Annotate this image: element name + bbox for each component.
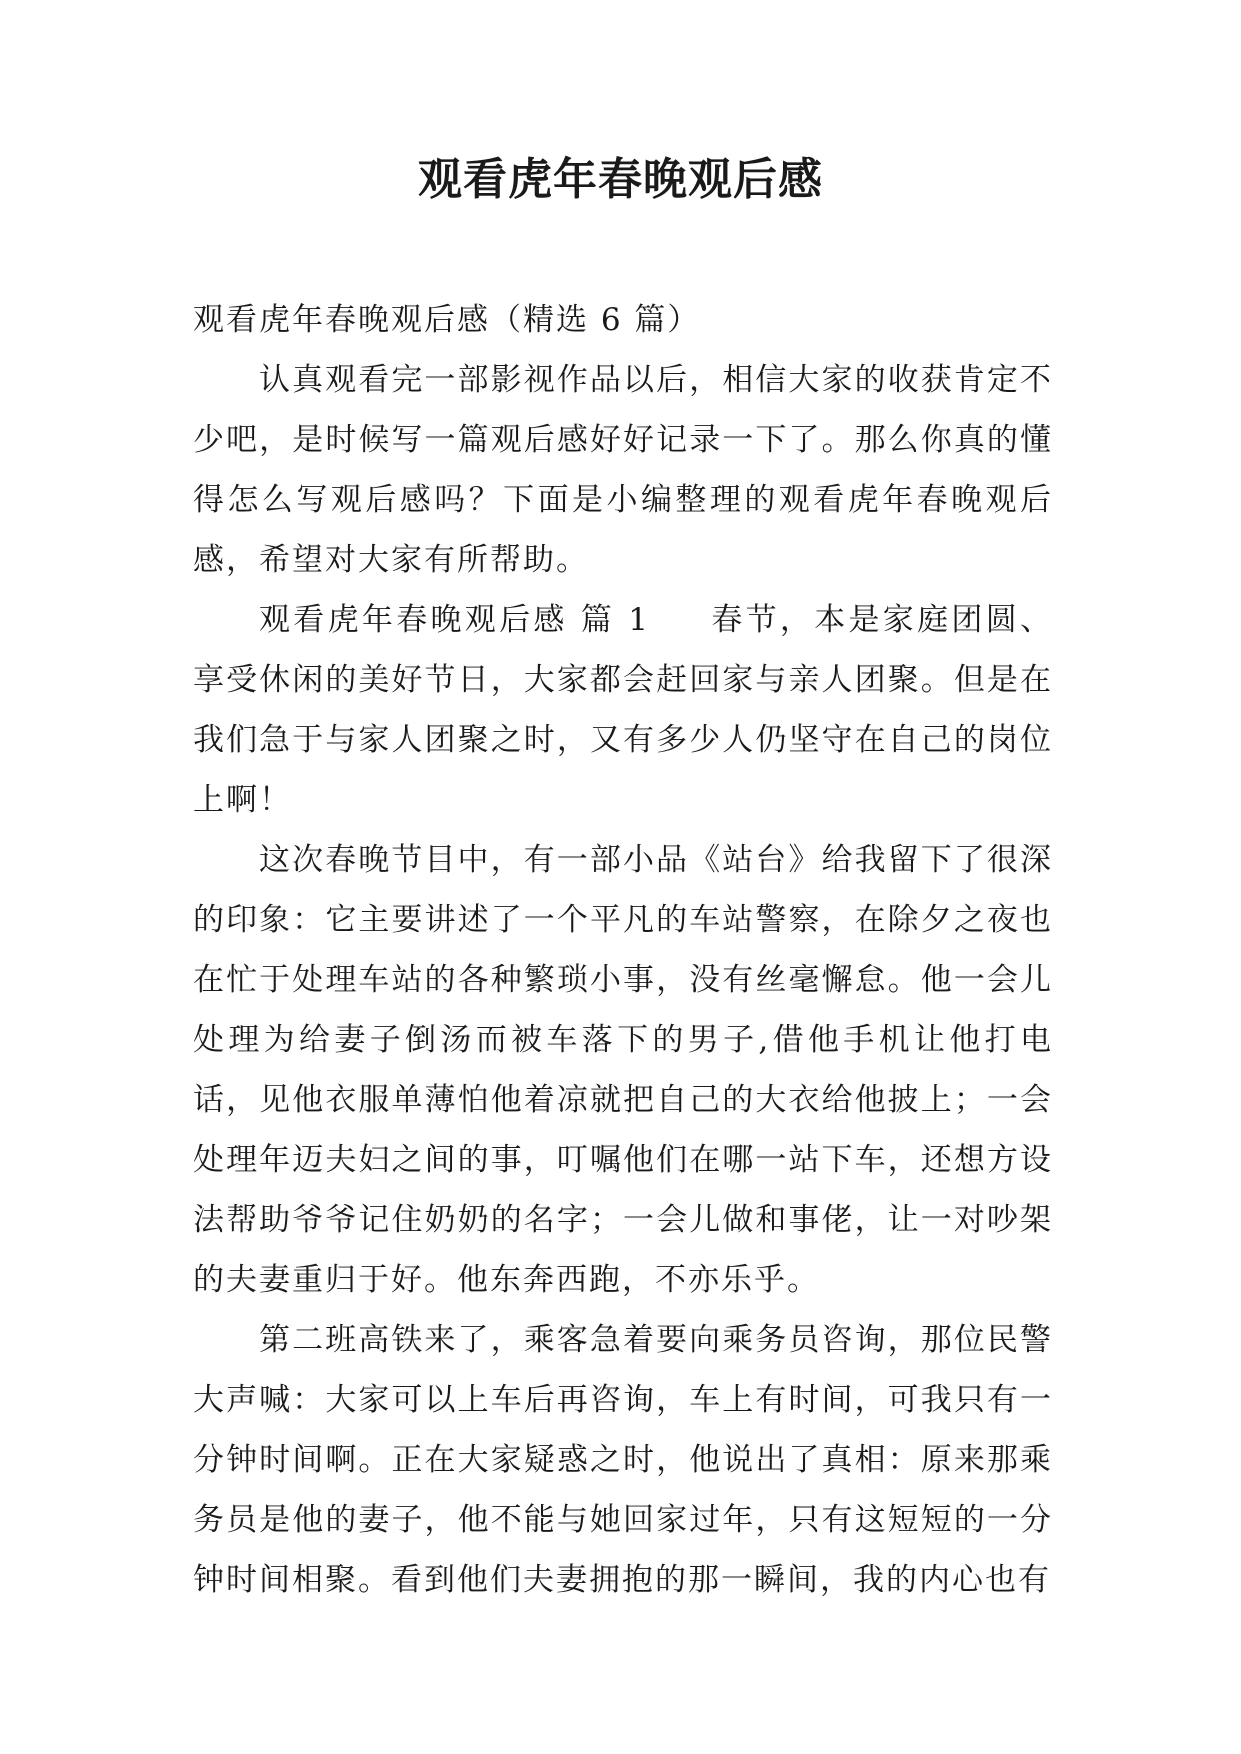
body-paragraph: 第二班高铁来了，乘客急着要向乘务员咨询，那位民警大声喊：大家可以上车后再咨询，车上有时间，可我只有一分钟时间啊。正在大家疑惑之时，他说出了真相：原来那乘务员是他的妻子，他不能与她回家过年，只有这短短的一分钟时间相聚。看到他们夫妻拥抱的那一瞬间，我的内心也有 xyxy=(193,1322,1053,1598)
section-1-paragraph xyxy=(193,590,1053,830)
document-body xyxy=(193,290,1053,1610)
document-subtitle: 观看虎年春晚观后感（精选 6 篇） xyxy=(193,302,701,338)
section-1-first-paragraph: 春节，本是家庭团圆、享受休闲的美好节日，大家都会赶回家与亲人团聚。但是在我们急于与家人团聚之时，又有多少人仍坚守在自己的岗位上啊！ xyxy=(193,602,1053,818)
section-1-heading: 观看虎年春晚观后感 篇 1 xyxy=(259,602,651,638)
document-title: 观看虎年春晚观后感 xyxy=(418,154,823,205)
body-paragraph: 这次春晚节目中，有一部小品《站台》给我留下了很深的印象：它主要讲述了一个平凡的车站警察，在除夕之夜也在忙于处理车站的各种繁琐小事，没有丝毫懈怠。他一会儿处理为给妻子倒汤而被车落下的男子,借他手机让他打电话，见他衣服单薄怕他着凉就把自己的大衣给他披上；一会处理年迈夫妇之间的事，叮嘱他们在哪一站下车，还想方设法帮助爷爷记住奶奶的名字；一会儿做和事佬，让一对吵架的夫妻重归于好。他东奔西跑，不亦乐乎。 xyxy=(193,842,1053,1298)
intro-paragraph: 认真观看完一部影视作品以后，相信大家的收获肯定不少吧，是时候写一篇观后感好好记录一下了。那么你真的懂得怎么写观后感吗？下面是小编整理的观看虎年春晚观后感，希望对大家有所帮助。 xyxy=(193,362,1053,578)
